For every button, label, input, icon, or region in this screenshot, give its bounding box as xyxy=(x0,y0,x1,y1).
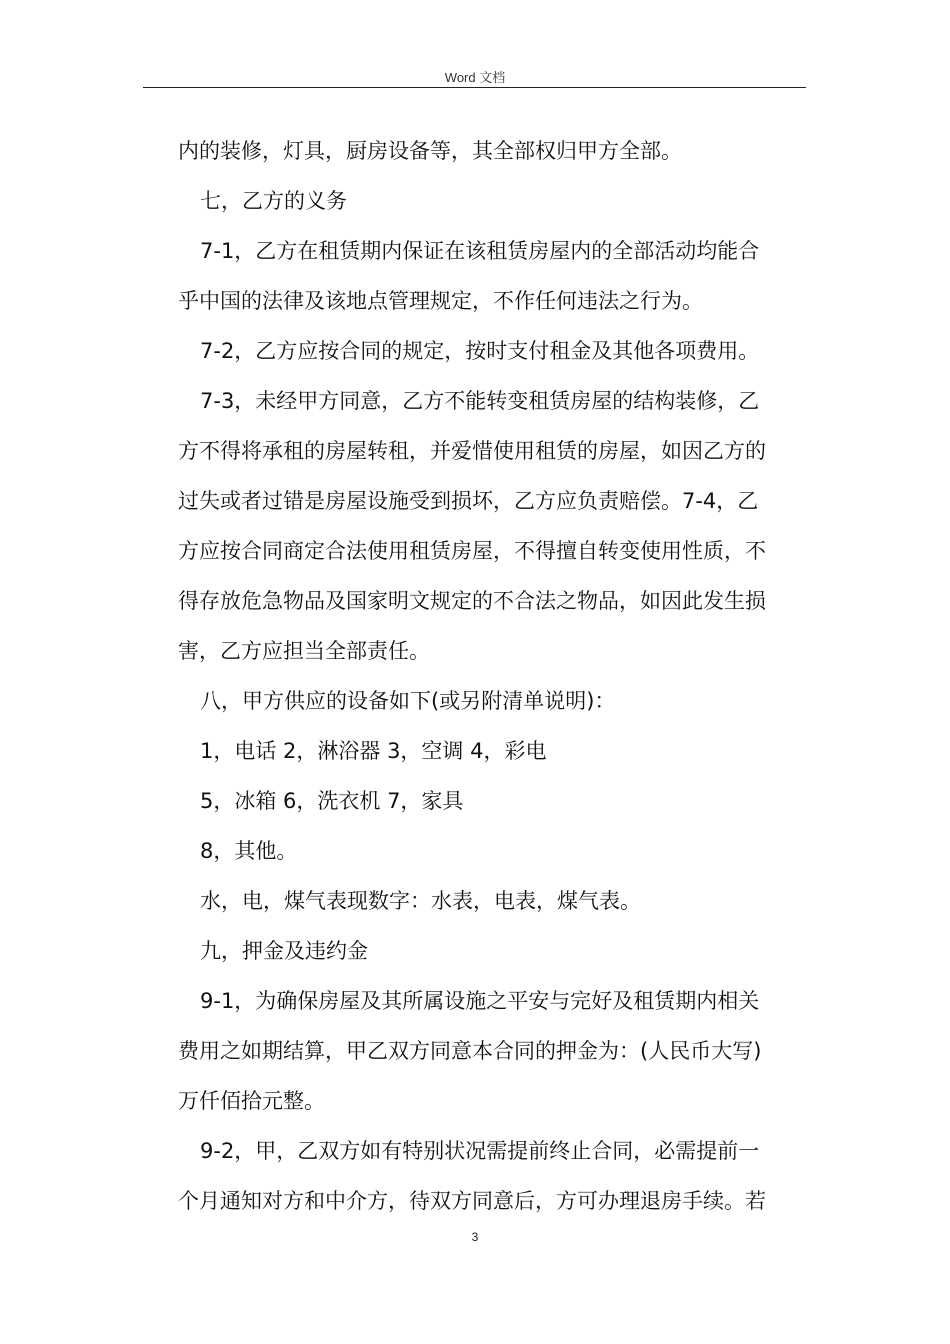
body-line: 7-3，未经甲方同意，乙方不能转变租赁房屋的结构装修，乙 xyxy=(200,389,760,413)
page-number: 3 xyxy=(471,1230,479,1244)
body-line: 方不得将承租的房屋转租，并爱惜使用租赁的房屋，如因乙方的 xyxy=(178,439,766,463)
body-line: 费用之如期结算，甲乙双方同意本合同的押金为：(人民币大写) xyxy=(178,1039,762,1063)
body-line: 7-1，乙方在租赁期内保证在该租赁房屋内的全部活动均能合 xyxy=(200,239,760,263)
body-line: 万仟佰拾元整。 xyxy=(178,1089,325,1113)
body-line: 过失或者过错是房屋设施受到损坏，乙方应负责赔偿。7-4，乙 xyxy=(178,489,759,513)
meter-readings-line: 水，电，煤气表现数字：水表，电表，煤气表。 xyxy=(200,889,641,913)
body-line: 9-1，为确保房屋及其所属设施之平安与完好及租赁期内相关 xyxy=(200,989,760,1013)
page-header-title: Word 文档 xyxy=(444,70,506,85)
body-line: 内的装修，灯具，厨房设备等，其全部权归甲方全部。 xyxy=(178,139,682,163)
body-line: 方应按合同商定合法使用租赁房屋，不得擅自转变使用性质，不 xyxy=(178,539,766,563)
equipment-list-line: 8，其他。 xyxy=(200,839,298,863)
body-line: 个月通知对方和中介方，待双方同意后，方可办理退房手续。若 xyxy=(178,1189,766,1213)
body-line: 9-2，甲，乙双方如有特别状况需提前终止合同，必需提前一 xyxy=(200,1139,760,1163)
section-heading-7: 七，乙方的义务 xyxy=(200,189,347,213)
equipment-list-line: 1，电话 2，淋浴器 3，空调 4，彩电 xyxy=(200,739,547,763)
body-line: 得存放危急物品及国家明文规定的不合法之物品，如因此发生损 xyxy=(178,589,766,613)
body-line: 7-2，乙方应按合同的规定，按时支付租金及其他各项费用。 xyxy=(200,339,760,363)
equipment-list-line: 5，冰箱 6，洗衣机 7，家具 xyxy=(200,789,464,813)
section-heading-9: 九，押金及违约金 xyxy=(200,939,368,963)
header-divider xyxy=(143,87,806,88)
document-body xyxy=(178,126,806,1226)
body-line: 乎中国的法律及该地点管理规定，不作任何违法之行为。 xyxy=(178,289,703,313)
section-heading-8: 八，甲方供应的设备如下(或另附清单说明)： xyxy=(200,689,616,713)
body-line: 害，乙方应担当全部责任。 xyxy=(178,639,430,663)
